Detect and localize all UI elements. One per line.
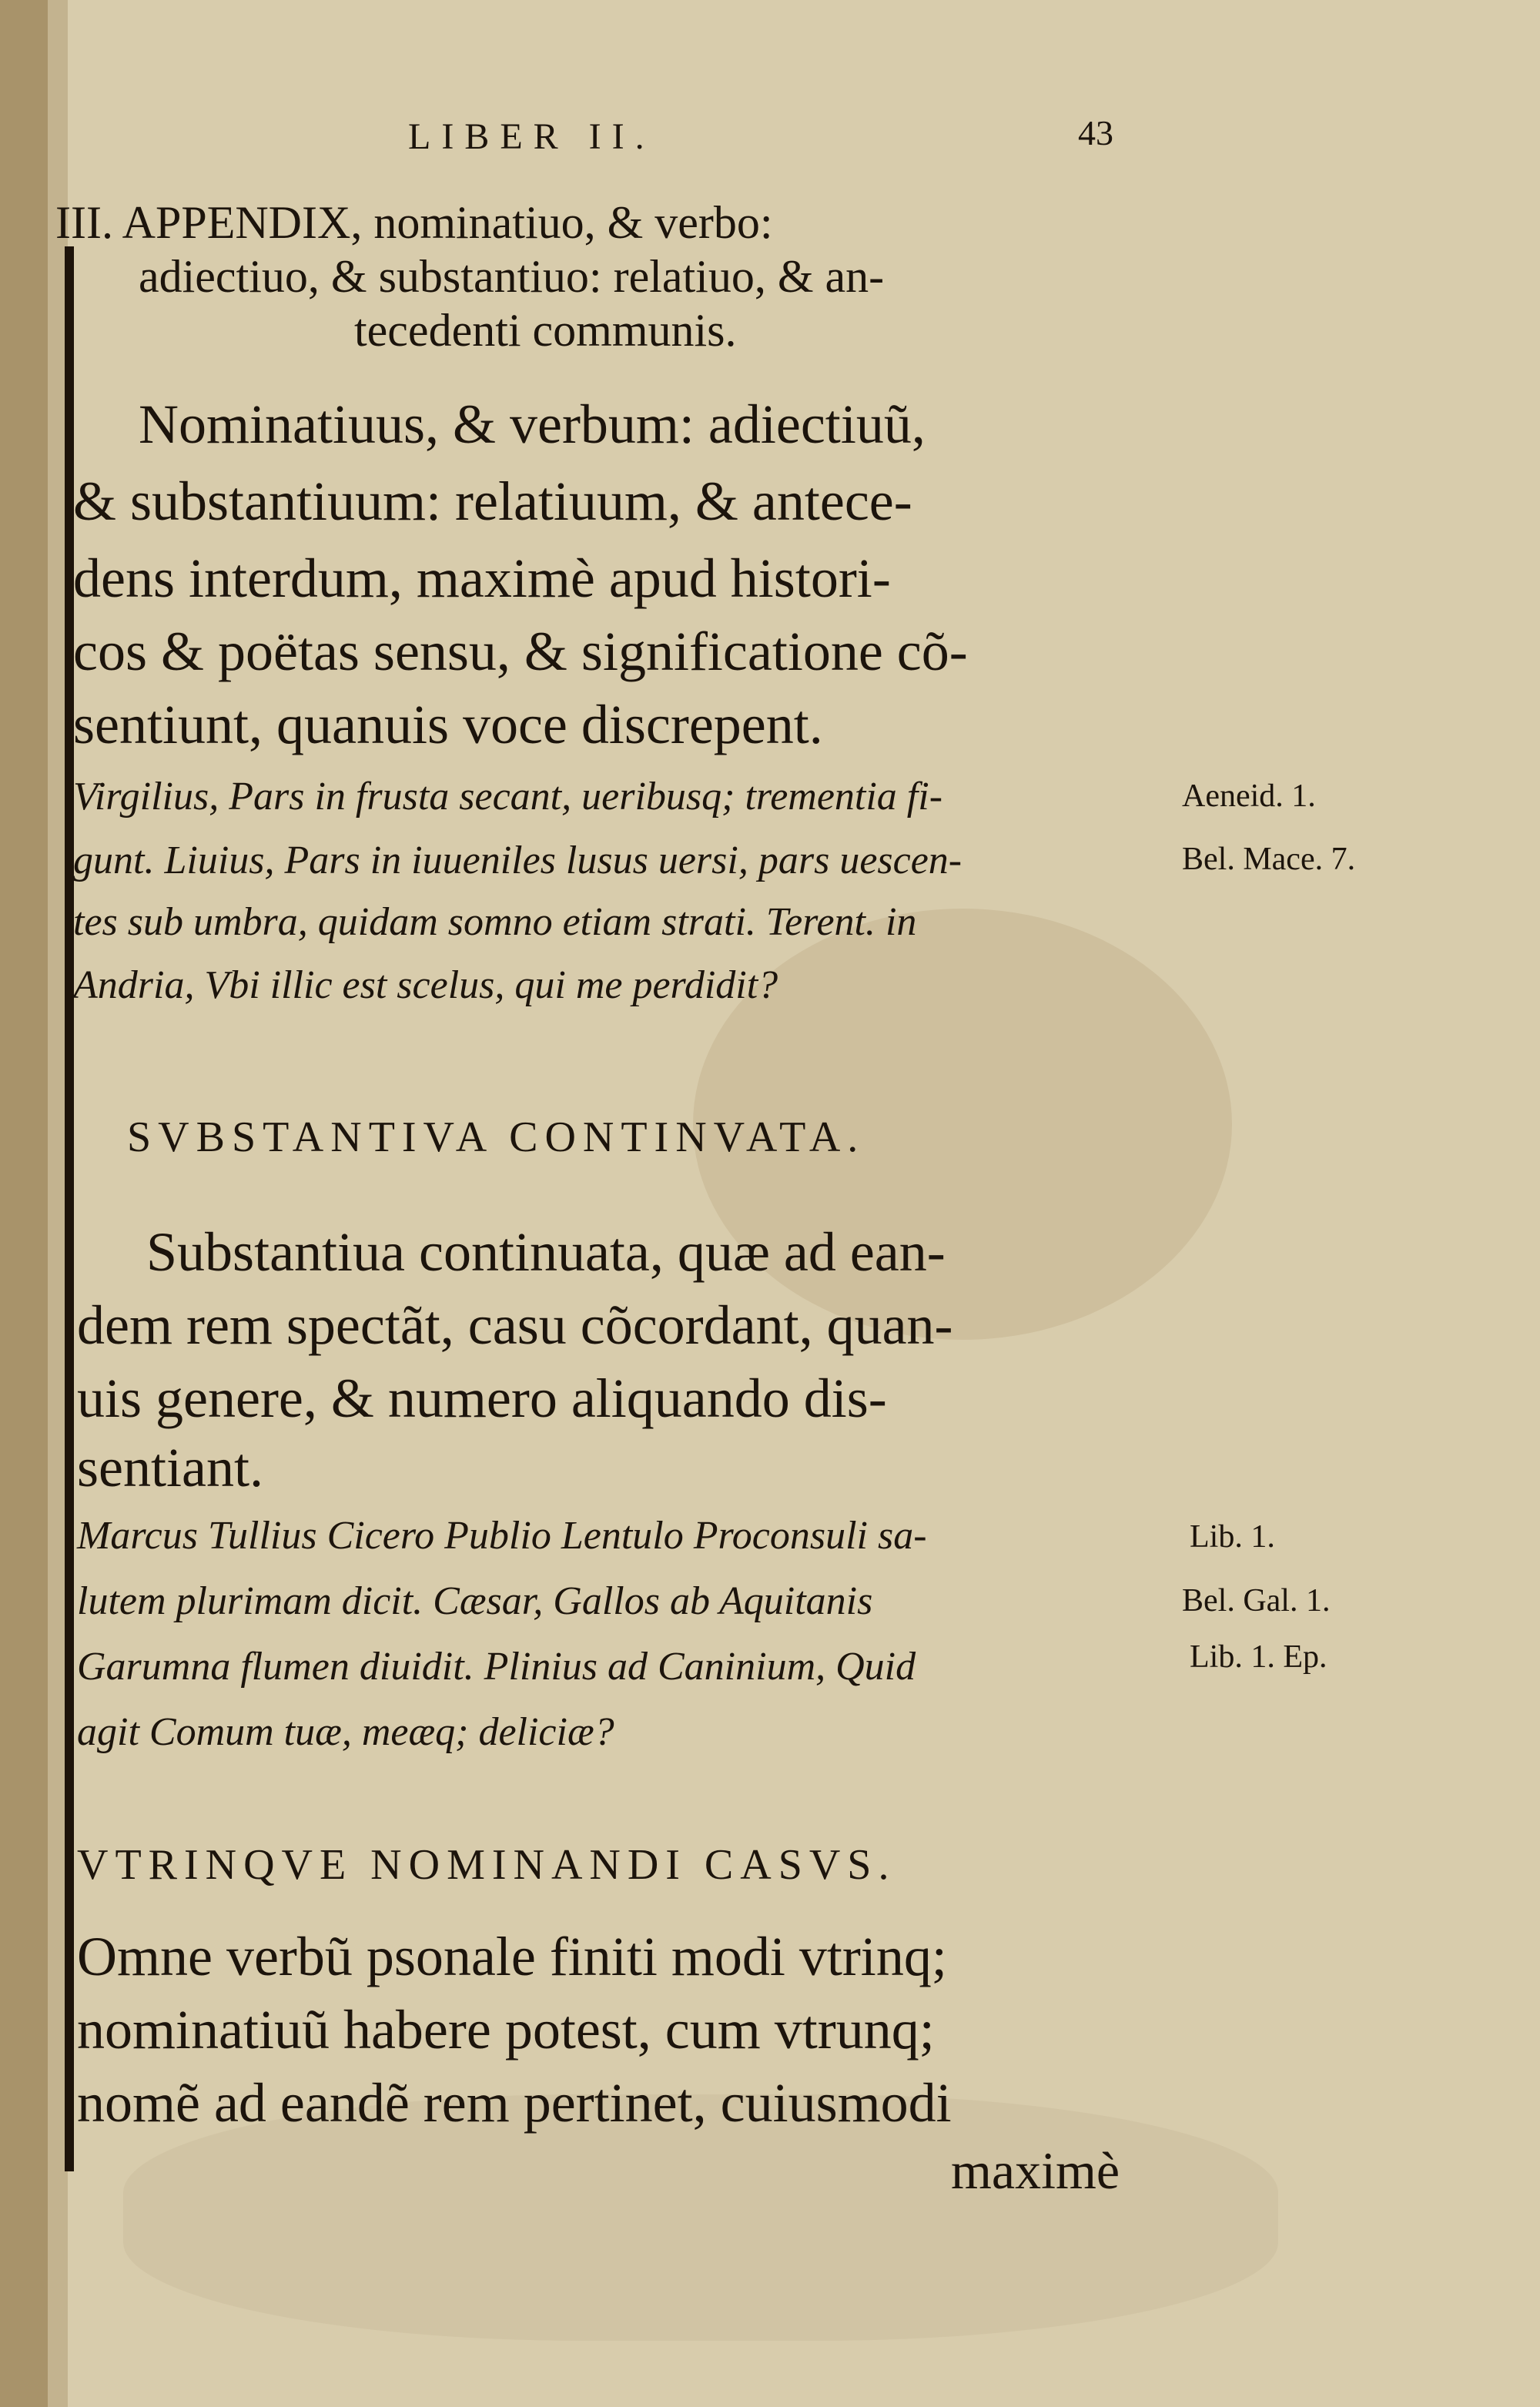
appendix-heading-line-1: III. APPENDIX, nominatiuo, & verbo:	[55, 197, 773, 248]
section-heading-vtrinque: VTRINQVE NOMINANDI CASVS.	[77, 1841, 896, 1889]
paragraph-2-line-1: Substantiua continuata, quæ ad ean-	[146, 1221, 946, 1283]
example-1-line-3: tes sub umbra, quidam somno etiam strati. Terent. in	[73, 900, 917, 944]
gutter-rule	[65, 246, 74, 2171]
page-number: 43	[1078, 113, 1113, 152]
appendix-heading-line-3: tecedenti communis.	[354, 305, 737, 356]
paragraph-2-line-3: uis genere, & numero aliquando dis-	[77, 1368, 887, 1429]
paragraph-1-line-5: sentiunt, quanuis voce discrepent.	[73, 694, 823, 755]
paragraph-3-line-3: nomẽ ad eandẽ rem pertinet, cuiusmodi	[77, 2072, 952, 2134]
paragraph-1-line-1: Nominatiuus, & verbum: adiectiuũ,	[139, 393, 926, 455]
catchword: maximè	[951, 2141, 1120, 2200]
running-head: LIBER II.	[408, 116, 655, 157]
example-1-line-1: Virgilius, Pars in frusta secant, ueribusq; trementia fi-	[73, 775, 943, 819]
paragraph-1-line-3: dens interdum, maximè apud histori-	[73, 547, 891, 609]
section-heading-substantiva: SVBSTANTIVA CONTINVATA.	[127, 1113, 865, 1161]
example-2-line-2: lutem plurimam dicit. Cæsar, Gallos ab Aquitanis	[77, 1579, 873, 1623]
paragraph-3-line-2: nominatiuũ habere potest, cum vtrunq;	[77, 1999, 935, 2061]
binding-edge	[0, 0, 48, 2407]
paragraph-3-line-1: Omne verbũ psonale finiti modi vtrinq;	[77, 1926, 947, 1987]
example-2-line-4: agit Comum tuæ, meæq; deliciæ?	[77, 1710, 614, 1754]
paragraph-2-line-2: dem rem spectãt, casu cõcordant, quan-	[77, 1294, 953, 1356]
margin-note-aeneid: Aeneid. 1.	[1182, 778, 1316, 814]
example-2-line-1: Marcus Tullius Cicero Publio Lentulo Proconsuli sa-	[77, 1514, 927, 1558]
paragraph-2-line-4: sentiant.	[77, 1437, 263, 1498]
paragraph-1-line-4: cos & poëtas sensu, & significatione cõ-	[73, 621, 968, 682]
margin-note-bel-mace: Bel. Mace. 7.	[1182, 842, 1356, 877]
example-1-line-2: gunt. Liuius, Pars in iuueniles lusus uersi, pars uescen-	[73, 839, 962, 882]
margin-note-bel-gal: Bel. Gal. 1.	[1182, 1583, 1331, 1619]
example-2-line-3: Garumna flumen diuidit. Plinius ad Caninium, Quid	[77, 1645, 916, 1689]
margin-note-lib-1-ep: Lib. 1. Ep.	[1190, 1639, 1327, 1675]
margin-note-lib-1: Lib. 1.	[1190, 1519, 1275, 1555]
example-1-line-4: Andria, Vbi illic est scelus, qui me perdidit?	[73, 963, 778, 1007]
paragraph-1-line-2: & substantiuum: relatiuum, & antece-	[73, 470, 912, 532]
appendix-heading-line-2: adiectiuo, & substantiuo: relatiuo, & an-	[139, 251, 885, 302]
